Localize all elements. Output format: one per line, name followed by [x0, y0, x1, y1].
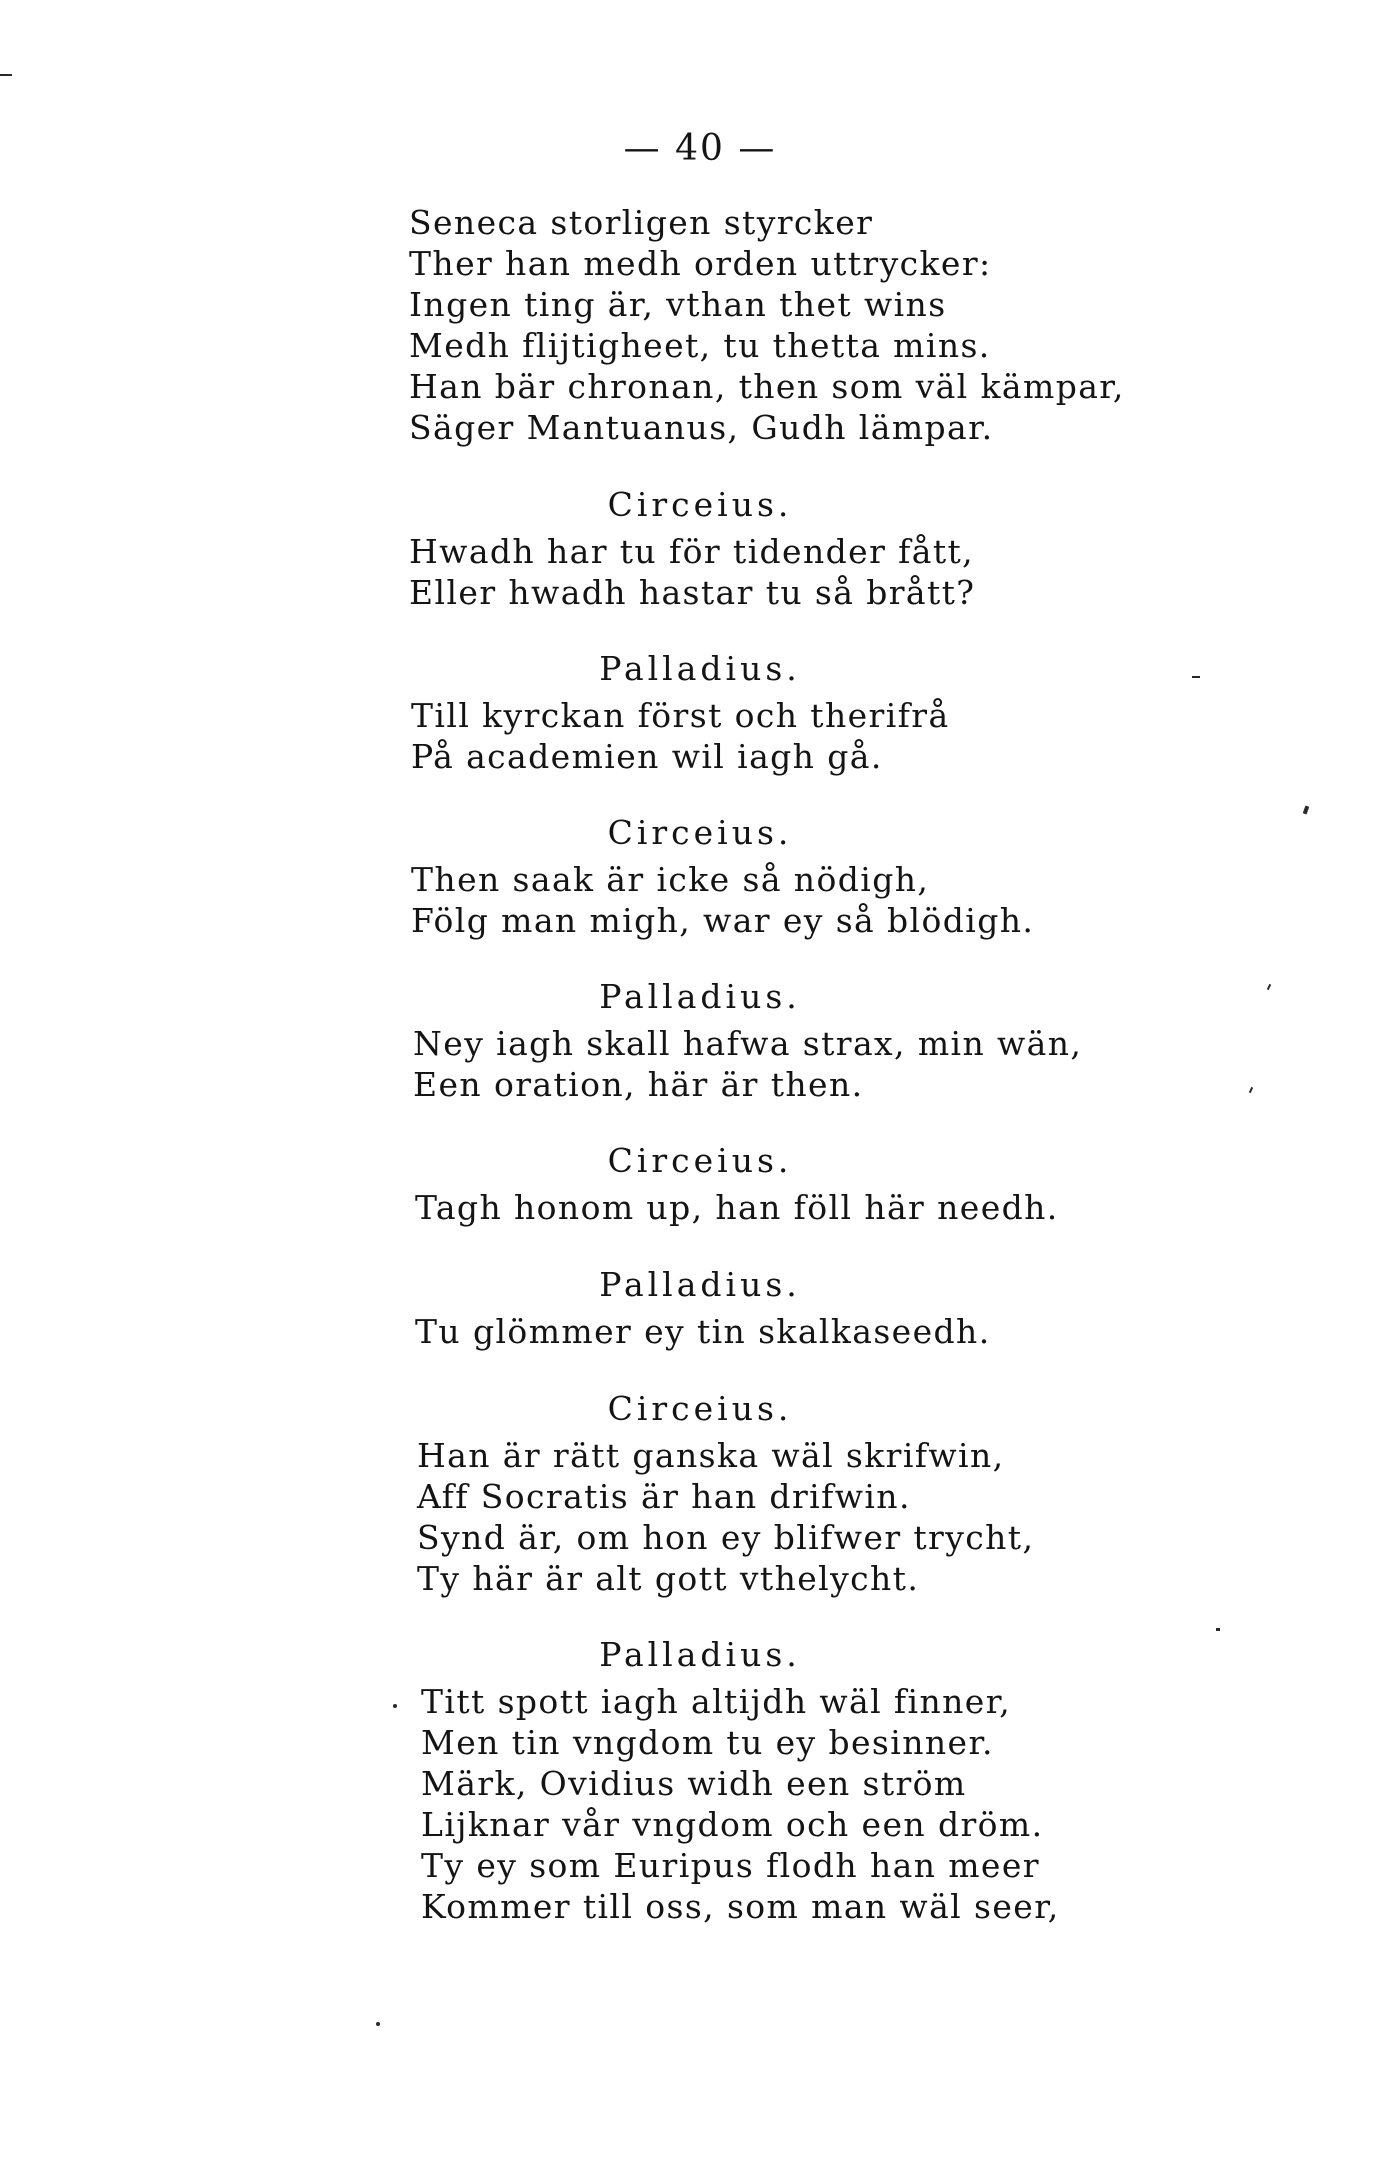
speaker-name: Palladius.	[599, 977, 801, 1016]
speaker-name: Palladius.	[599, 1635, 801, 1674]
verse-line: Ther han medh orden uttrycker:	[409, 244, 992, 283]
verse-line: Lijknar vår vngdom och een dröm.	[421, 1805, 1044, 1844]
verse-line: Tu glömmer ey tin skalkaseedh.	[415, 1312, 991, 1351]
verse-line: Till kyrckan först och therifrå	[411, 696, 950, 735]
speaker-name: Circeius.	[607, 813, 793, 852]
verse-line: Titt spott iagh altijdh wäl finner,	[421, 1682, 1012, 1721]
verse-line: Medh flijtigheet, tu thetta mins.	[409, 326, 991, 365]
verse-line: Märk, Ovidius widh een ström	[421, 1764, 967, 1803]
verse-line: Han bär chronan, then som väl kämpar,	[409, 367, 1125, 406]
ink-speck	[1303, 806, 1309, 815]
speaker-name: Circeius.	[607, 485, 793, 524]
verse-line: Han är rätt ganska wäl skrifwin,	[417, 1436, 1005, 1475]
verse-line: Then saak är icke så nödigh,	[411, 860, 930, 899]
ink-dot	[393, 1704, 397, 1708]
verse-line: Seneca storligen styrcker	[409, 203, 874, 242]
speaker-name: Circeius.	[607, 1389, 793, 1428]
verse-line: Säger Mantuanus, Gudh lämpar.	[409, 408, 994, 447]
verse-line: Men tin vngdom tu ey besinner.	[421, 1723, 994, 1762]
verse-line: Tagh honom up, han föll här needh.	[415, 1188, 1059, 1227]
verse-line: Fölg man migh, war ey så blödigh.	[411, 901, 1035, 940]
verse-line: Ty ey som Euripus flodh han meer	[421, 1846, 1040, 1885]
margin-mark	[0, 74, 12, 76]
verse-line: Kommer till oss, som man wäl seer,	[421, 1887, 1060, 1926]
speaker-name: Palladius.	[599, 1265, 801, 1304]
verse-line: Een oration, här är then.	[413, 1065, 864, 1104]
verse-line: Eller hwadh hastar tu så brått?	[409, 573, 976, 612]
verse-line: Hwadh har tu för tidender fått,	[409, 532, 975, 571]
verse-line: Aff Socratis är han drifwin.	[417, 1477, 911, 1516]
verse-line: Ingen ting är, vthan thet wins	[409, 285, 947, 324]
verse-line: Synd är, om hon ey blifwer trycht,	[417, 1518, 1035, 1557]
page-number: — 40 —	[623, 128, 777, 169]
ink-speck	[376, 2022, 380, 2026]
speaker-name: Circeius.	[607, 1141, 793, 1180]
ink-speck	[1249, 1087, 1253, 1093]
verse-line: Ty här är alt gott vthelycht.	[417, 1559, 920, 1598]
ink-speck	[1216, 1628, 1220, 1631]
verse-line: Ney iagh skall hafwa strax, min wän,	[413, 1024, 1083, 1063]
verse-line: På academien wil iagh gå.	[411, 737, 883, 776]
speaker-name: Palladius.	[599, 649, 801, 688]
ink-speck	[1192, 676, 1200, 678]
